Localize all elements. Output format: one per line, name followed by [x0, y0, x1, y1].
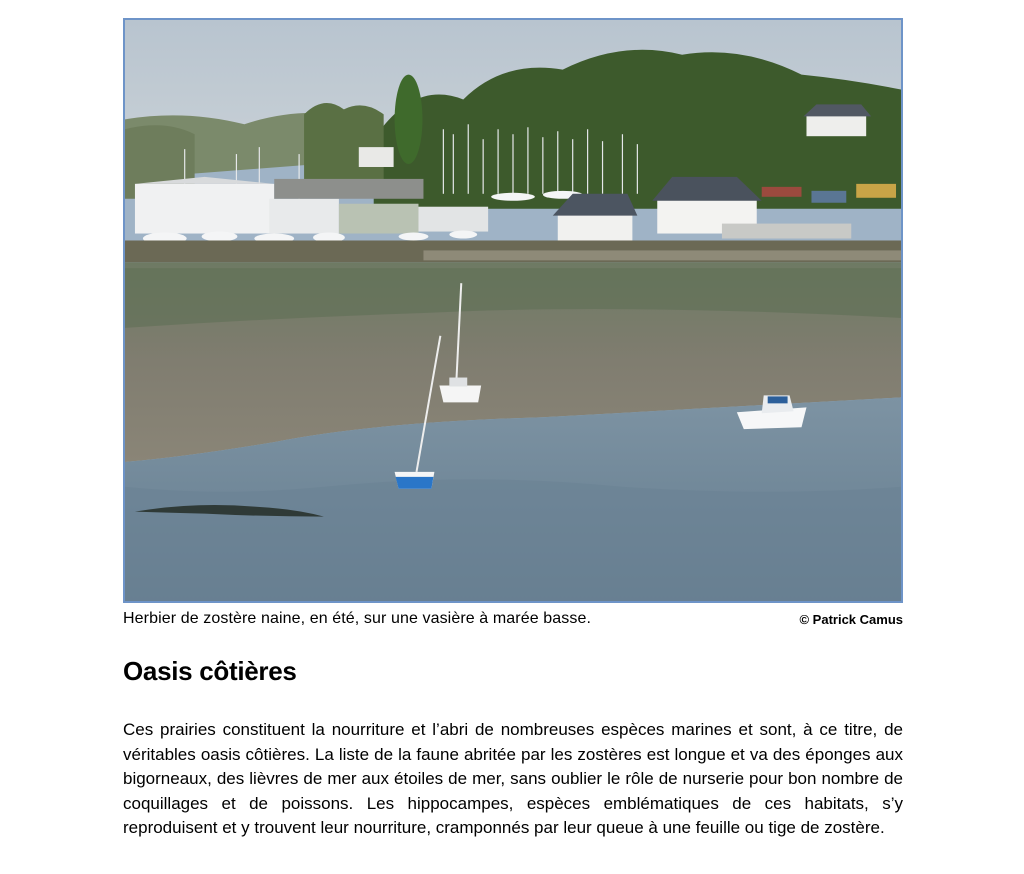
section-paragraph: Ces prairies constituent la nourriture et l’abri de nombreuses espèces marines et sont, à ce titre, de véritables oasis côtières. La liste de la faune abritée par les zostères est longue et va des éponges aux bigorneaux, des lièvres de mer aux étoiles de mer, sans oublier le rôle de nurserie pour bon nombre de coquillages et de poissons. Les hippocampes, espèces emblématiques de ces habitats, s’y reproduisent et y trouvent leur nourriture, cramponnés par leur queue à une feuille ou tige de zostère. — [123, 720, 903, 838]
coastal-photo — [123, 18, 903, 603]
photo-caption — [123, 610, 905, 632]
photo-credit: © Patrick Camus — [799, 612, 903, 627]
photo-illustration — [125, 20, 901, 601]
caption-text: Herbier de zostère naine, en été, sur une vasière à marée basse. — [123, 610, 591, 627]
section-heading: Oasis côtières — [123, 656, 297, 686]
